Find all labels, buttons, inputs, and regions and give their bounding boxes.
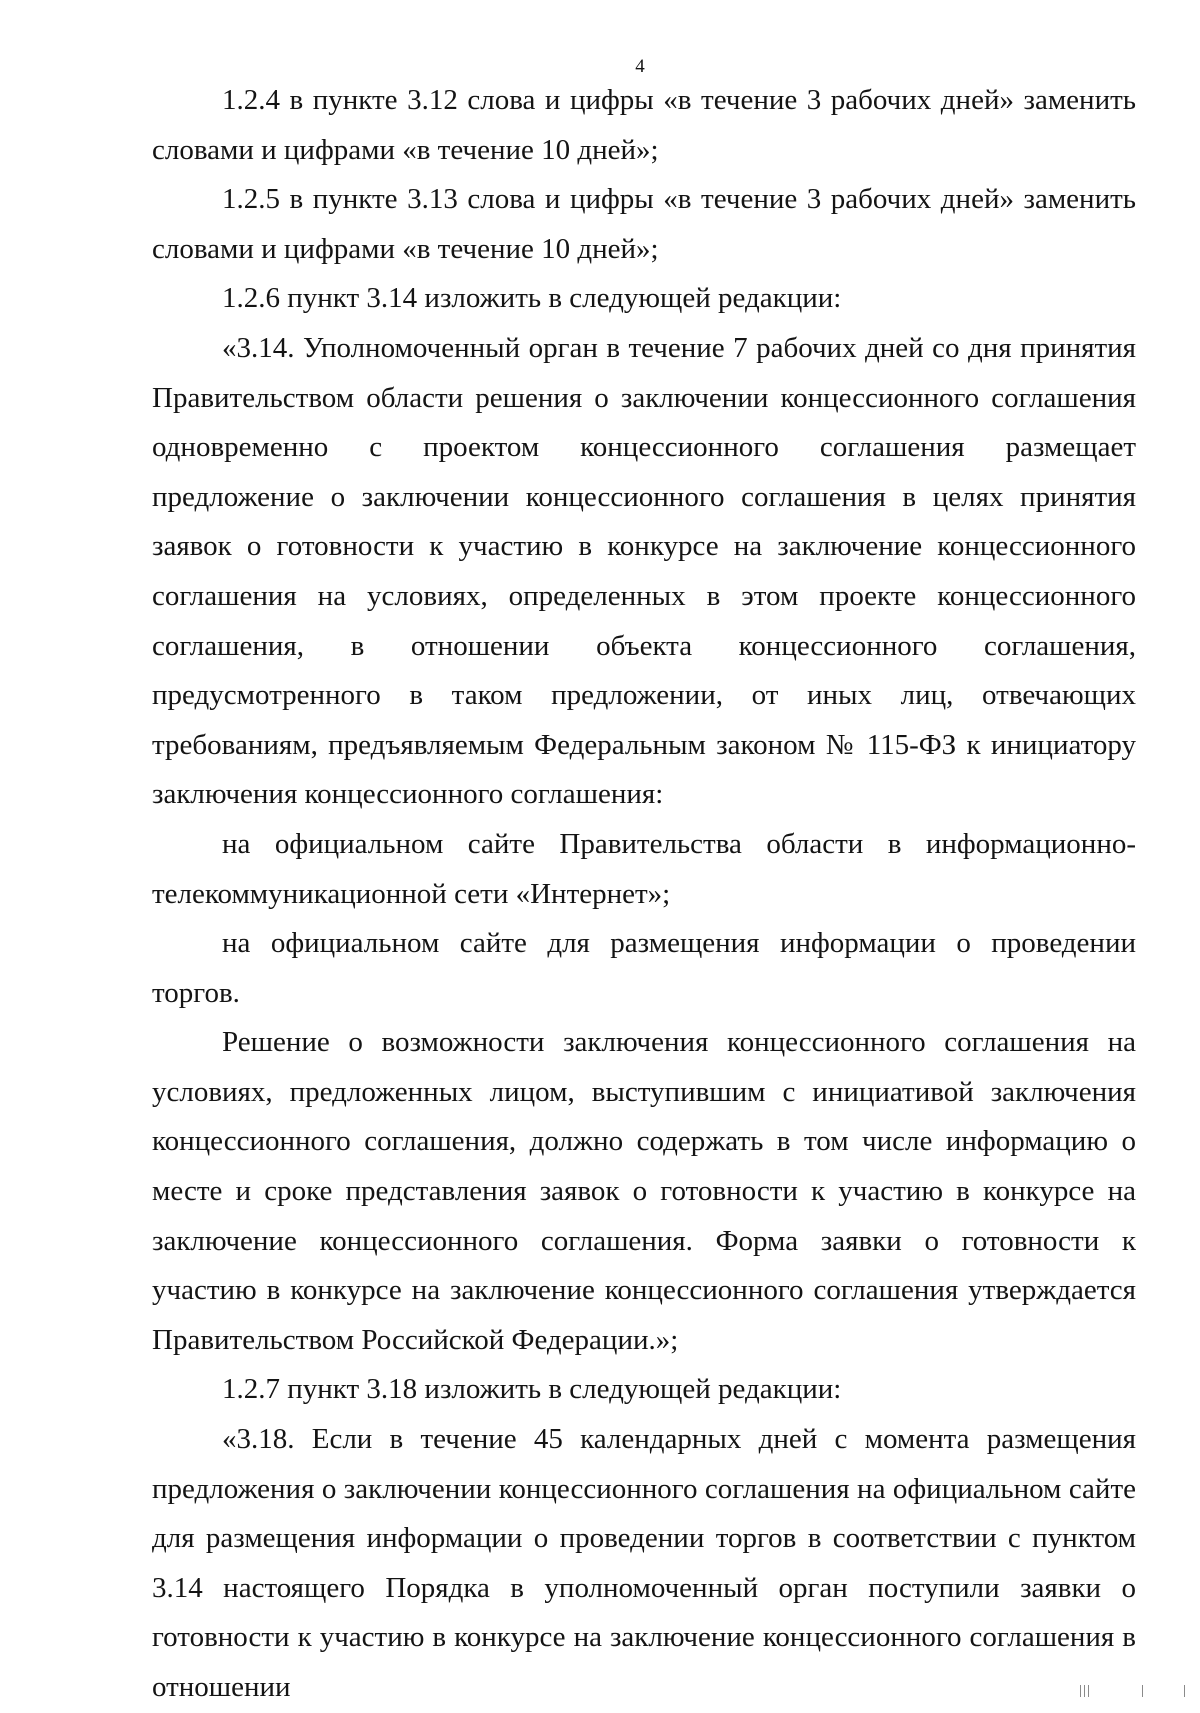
paragraph-3-14-text: «3.14. Уполномоченный орган в течение 7 рабочих дней со дня принятия Правительством области решения о заключении концессионного соглашения одновременно с проектом концессионного соглашения размещает предложение о заключении концессионного соглашения в целях принятия заявок о готовности к участию в конкурсе на заключение концессионного соглашения на условиях, определенных в этом проекте концессионного соглашения, в отношении объекта концессионного соглашения, предусмотренного в таком предложении, от иных лиц, отвечающих требованиям, предъявляемым Федеральным законом № 115-ФЗ к инициатору заключения концессионного соглашения: <box>152 331 1136 811</box>
paragraph-3-18-text: «3.18. Если в течение 45 календарных дней с момента размещения предложения о заключении концессионного соглашения на официальном сайте для размещения информации о проведении торгов в соответствии с пунктом 3.14 настоящего Порядка в уполномоченный орган поступили заявки о готовности к участию в конкурсе на заключение концессионного соглашения в отношении <box>152 1423 1136 1703</box>
paragraph-1-2-5: 1.2.5 в пункте 3.13 слова и цифры «в течение 3 рабочих дней» заменить словами и цифрами «в течение 10 дней»; <box>152 183 1136 265</box>
paragraph-official-site-government: на официальном сайте Правительства области в информационно-телекоммуникационной сети «Интернет»; <box>152 827 1136 910</box>
scan-artifact-marks <box>1080 1678 1190 1697</box>
paragraph-official-site-tenders: на официальном сайте для размещения информации о проведении торгов. <box>152 927 1136 1009</box>
paragraph-1-2-4: 1.2.4 в пункте 3.12 слова и цифры «в течение 3 рабочих дней» заменить словами и цифрами «в течение 10 дней»; <box>152 84 1136 166</box>
paragraph-1-2-6: 1.2.6 пункт 3.14 изложить в следующей редакции: <box>222 282 842 315</box>
page-number: 4 <box>635 56 645 77</box>
document-body <box>152 76 1136 1713</box>
paragraph-decision-content: Решение о возможности заключения концессионного соглашения на условиях, предложенных лицом, выступившим с инициативой заключения концессионного соглашения, должно содержать в том числе информацию о месте и сроке представления заявок о готовности к участию в конкурсе на заключение концессионного соглашения. Форма заявки о готовности к участию в конкурсе на заключение концессионного соглашения утверждается Правительством Российской Федерации.»; <box>152 1026 1136 1356</box>
paragraph-1-2-7: 1.2.7 пункт 3.18 изложить в следующей редакции: <box>222 1373 842 1406</box>
